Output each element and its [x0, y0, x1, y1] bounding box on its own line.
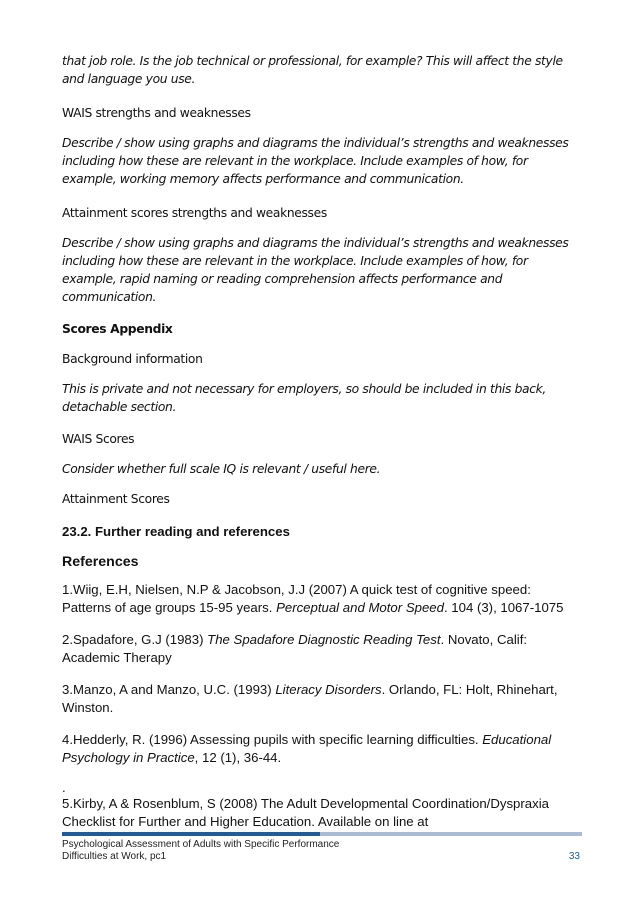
reference-title: Perceptual and Motor Speed — [276, 600, 444, 615]
reference-item-2 — [62, 631, 582, 667]
section-heading-further-reading: 23.2. Further reading and references — [62, 524, 290, 539]
footer-title-line-2: Difficulties at Work, pc1 — [62, 851, 167, 862]
paragraph-full-scale-iq: Consider whether full scale IQ is relevant / useful here. — [62, 462, 381, 476]
reference-item-3 — [62, 681, 582, 717]
footer-text — [62, 839, 582, 863]
reference-dot: . — [62, 780, 66, 795]
subheading-background-information: Background information — [62, 352, 203, 366]
reference-text: , 12 (1), 36-44. — [194, 750, 282, 765]
reference-item-4 — [62, 731, 582, 767]
reference-text: 2.Spadafore, G.J (1983) — [62, 632, 208, 647]
heading-scores-appendix: Scores Appendix — [62, 322, 173, 336]
heading-references: References — [62, 554, 139, 570]
reference-title: The Spadafore Diagnostic Reading Test — [207, 632, 441, 647]
footer-divider-accent — [62, 832, 320, 836]
footer-title-line-1: Psychological Assessment of Adults with Specific Performance — [62, 839, 340, 850]
paragraph-background-description: This is private and not necessary for employers, so should be included in this back, detachable section. — [62, 382, 546, 414]
reference-text: . Novato, Calif: Academic Therapy — [62, 632, 528, 665]
footer-divider — [62, 832, 582, 836]
reference-text: 3.Manzo, A and Manzo, U.C. (1993) — [62, 682, 276, 697]
reference-text: . 104 (3), 1067-1075 — [443, 600, 564, 615]
paragraph-wais-description: Describe / show using graphs and diagrams the individual’s strengths and weaknesses including how these are relevant in the workplace. Include examples of how, for example, working memory affects performance and communication. — [62, 136, 569, 186]
reference-item-1 — [62, 581, 582, 617]
subheading-attainment-scores: Attainment Scores — [62, 492, 170, 506]
reference-title: Literacy Disorders — [275, 682, 382, 697]
paragraph-job-role: that job role. Is the job technical or professional, for example? This will affect the style and language you use. — [62, 54, 563, 86]
reference-text: . Orlando, FL: Holt, Rhinehart, Winston. — [62, 682, 558, 715]
subheading-wais-scores: WAIS Scores — [62, 432, 135, 446]
reference-title: Educational Psychology in Practice — [62, 732, 552, 765]
subheading-wais-strengths: WAIS strengths and weaknesses — [62, 106, 251, 120]
reference-item-5: 5.Kirby, A & Rosenblum, S (2008) The Adult Developmental Coordination/Dyspraxia Checklist for Further and Higher Education. Available on line at — [62, 796, 549, 829]
page-number: 33 — [568, 851, 580, 862]
paragraph-attainment-description: Describe / show using graphs and diagrams the individual’s strengths and weaknesses including how these are relevant in the workplace. Include examples of how, for example, rapid naming or reading comprehension affects performance and communication. — [62, 236, 569, 304]
reference-text: 1.Wiig, E.H, Nielsen, N.P & Jacobson, J.J (2007) A quick test of cognitive speed: Patterns of age groups 15-95 years. — [62, 582, 531, 615]
reference-text: 4.Hedderly, R. (1996) Assessing pupils with specific learning difficulties. — [62, 732, 483, 747]
document-page — [62, 52, 582, 831]
page-footer — [62, 832, 582, 863]
subheading-attainment-strengths: Attainment scores strengths and weaknesses — [62, 206, 327, 220]
